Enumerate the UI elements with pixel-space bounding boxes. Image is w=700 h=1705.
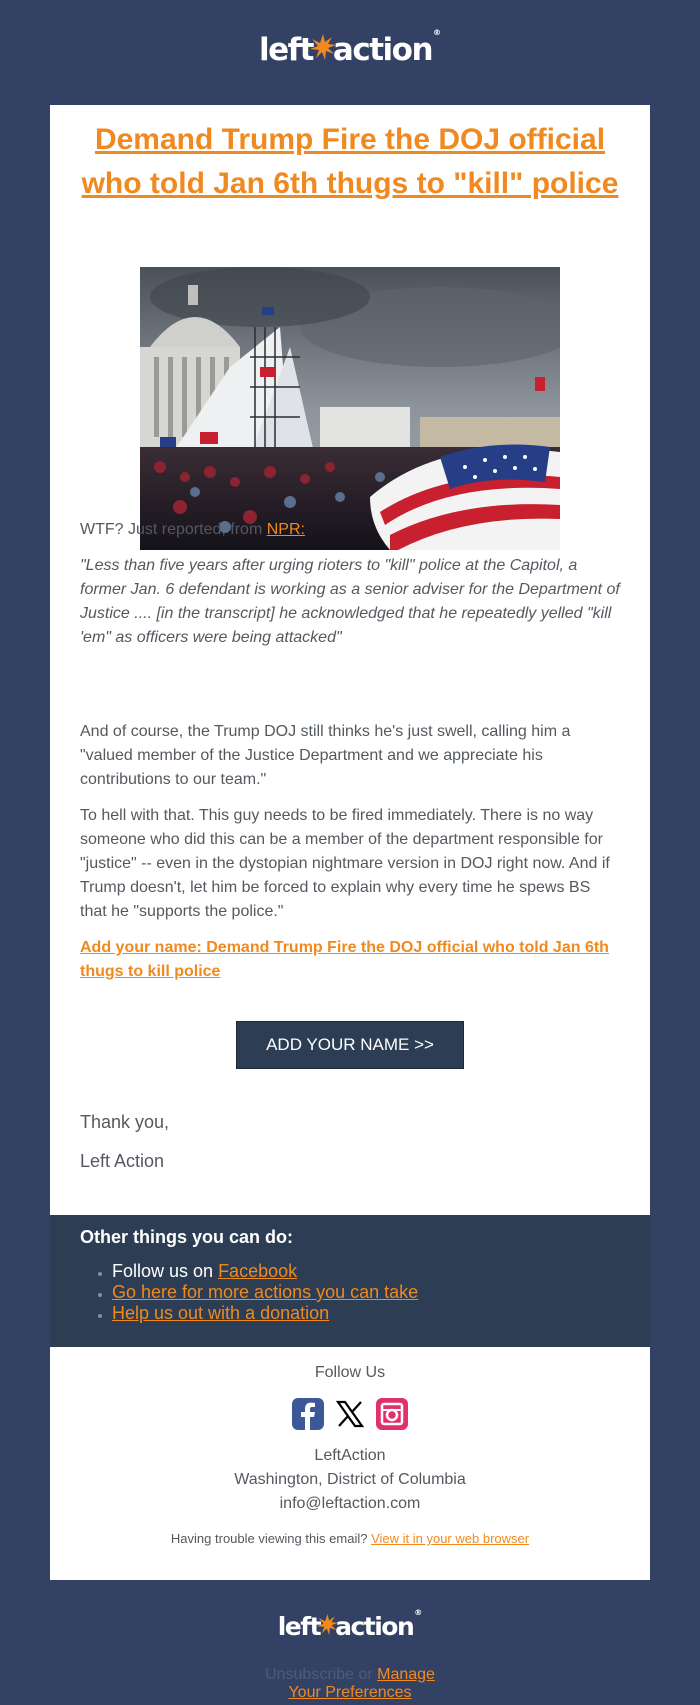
other-actions-panel bbox=[50, 1215, 650, 1347]
add-name-link[interactable]: Add your name: Demand Trump Fire the DOJ official who told Jan 6th thugs to kill police bbox=[80, 939, 609, 980]
more-actions-link[interactable]: Go here for more actions you can take bbox=[112, 1282, 419, 1302]
leftaction-logo-bottom[interactable] bbox=[0, 1608, 700, 1644]
npr-link[interactable]: NPR: bbox=[266, 521, 305, 538]
email-content-card bbox=[50, 105, 650, 1215]
intro-text: WTF? Just reported, from bbox=[80, 521, 267, 538]
trouble-viewing-line bbox=[50, 1531, 650, 1546]
org-email: info@leftaction.com bbox=[279, 1495, 421, 1512]
unsubscribe-text[interactable]: Unsubscribe or bbox=[265, 1666, 378, 1683]
follow-us-title: Follow Us bbox=[314, 1364, 386, 1381]
org-name: LeftAction bbox=[314, 1447, 386, 1464]
logo-left-text: left bbox=[258, 32, 313, 68]
headline-link[interactable]: Demand Trump Fire the DOJ official who told Jan 6th thugs to "kill" police bbox=[81, 123, 619, 200]
trouble-text: Having trouble viewing this email? bbox=[170, 1531, 372, 1546]
unsubscribe-line bbox=[0, 1666, 700, 1702]
web-browser-link[interactable]: View it in your web browser bbox=[371, 1531, 530, 1546]
facebook-icon[interactable] bbox=[292, 1398, 324, 1430]
add-your-name-button[interactable]: ADD YOUR NAME >> bbox=[236, 1021, 464, 1069]
manage-preferences-link-line2[interactable]: Your Preferences bbox=[288, 1684, 412, 1701]
x-icon[interactable] bbox=[334, 1398, 366, 1430]
npr-quote: "Less than five years after urging rioters to "kill" police at the Capitol, a former Jan. 6 defendant is working as a senior adviser for the Department of Justice .... [in the transcript] he acknowledged that he repeatedly yelled "kill 'em" as officers were being attacked" bbox=[80, 557, 620, 646]
donation-link[interactable]: Help us out with a donation bbox=[112, 1303, 330, 1323]
other-actions-list bbox=[80, 1261, 418, 1324]
manage-preferences-link-line1[interactable]: Manage bbox=[377, 1666, 435, 1683]
logo-right-text: action bbox=[332, 32, 433, 68]
other-actions-title: Other things you can do: bbox=[80, 1227, 294, 1247]
email-footer bbox=[50, 1347, 650, 1580]
list-item-donation bbox=[112, 1303, 418, 1324]
facebook-link[interactable]: Facebook bbox=[218, 1261, 298, 1281]
thank-you-text: Thank you, bbox=[80, 1112, 170, 1132]
registered-mark: ® bbox=[433, 28, 442, 37]
list-item-facebook bbox=[112, 1261, 418, 1282]
leftaction-logo-top[interactable] bbox=[0, 28, 700, 72]
intro-paragraph bbox=[80, 518, 620, 542]
logo-right-text-bottom: action bbox=[335, 1611, 414, 1641]
org-location: Washington, District of Columbia bbox=[234, 1471, 466, 1488]
logo-left-text-bottom: left bbox=[277, 1611, 321, 1641]
body-paragraph-1: And of course, the Trump DOJ still thinks he's just swell, calling him a "valued member of the Justice Department and we appreciate his contributions to our team." bbox=[80, 723, 571, 788]
instagram-icon[interactable] bbox=[376, 1398, 408, 1430]
list-item-more-actions bbox=[112, 1282, 418, 1303]
registered-mark-bottom: ® bbox=[414, 1608, 423, 1617]
capitol-crowd-photo bbox=[140, 267, 560, 550]
follow-prefix: Follow us on bbox=[112, 1261, 219, 1281]
social-icons bbox=[50, 1398, 650, 1430]
signature-text: Left Action bbox=[80, 1151, 165, 1171]
body-paragraph-2: To hell with that. This guy needs to be fired immediately. There is no way someone who did this can be a member of the department responsible for "justice" -- even in the dystopian nightmare version in DOJ right now. And if Trump doesn't, let him be forced to explain why every time he spews BS that he "supports the police." bbox=[80, 807, 610, 920]
